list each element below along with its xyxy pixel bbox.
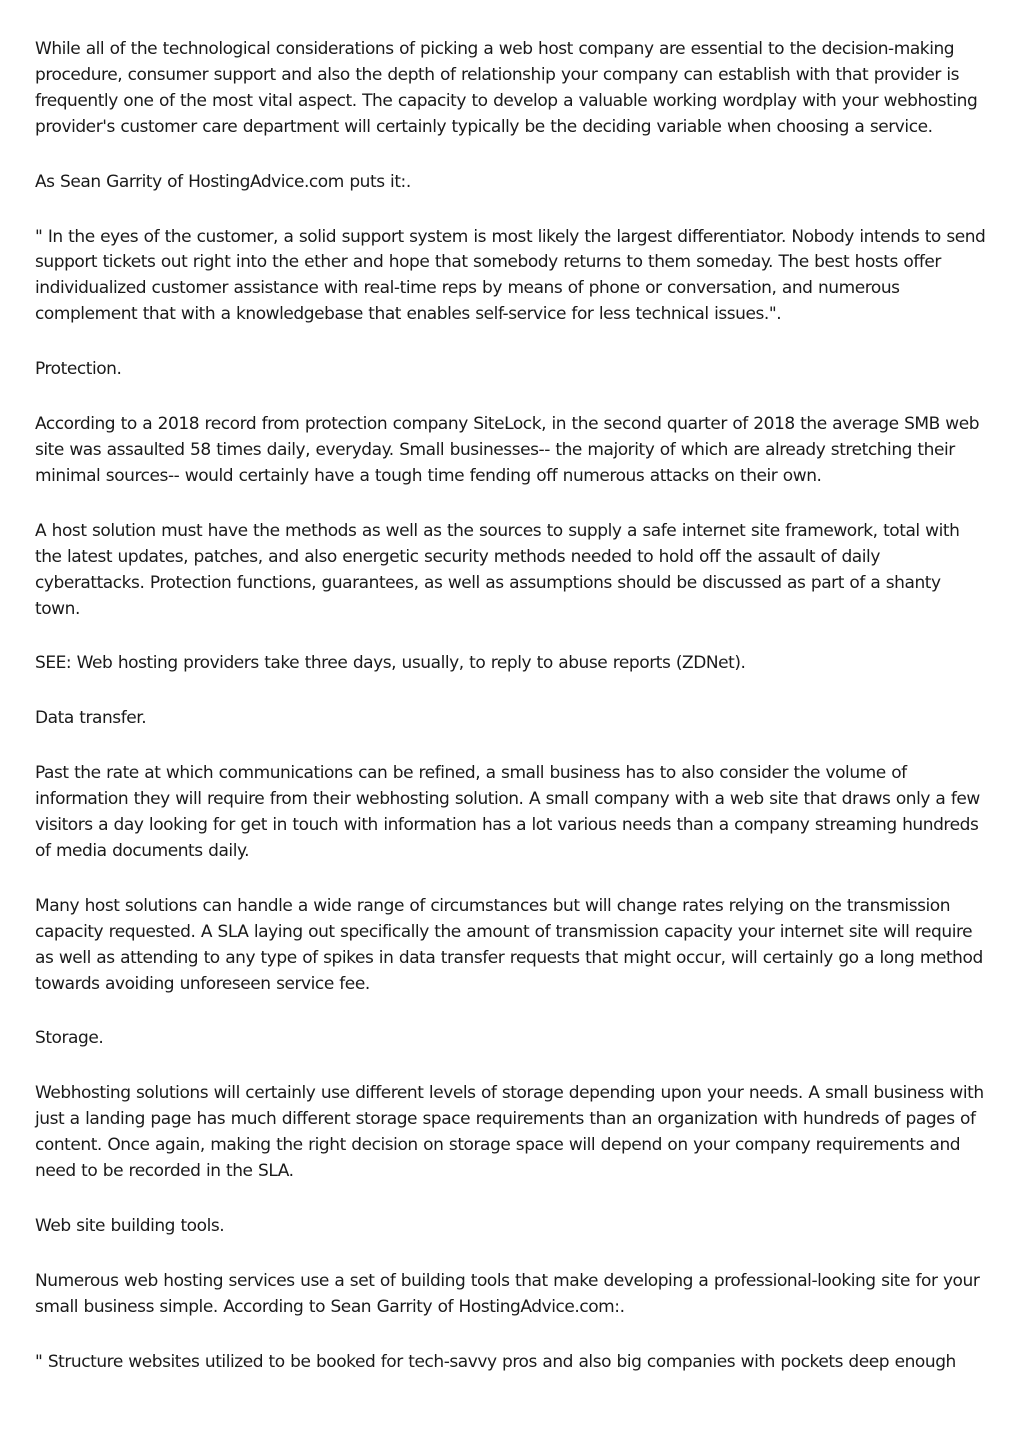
paragraph-storage: Webhosting solutions will certainly use different levels of storage depending upon your needs. A small business with just a landing page has much different storage space requirements than an organization with hundreds of pages of content. Once again, making the right decision on storage space will depend on your company requirements and need to be recorded in the SLA. — [35, 1083, 984, 1182]
paragraph-host-security: A host solution must have the methods as well as the sources to supply a safe internet site framework, total with the latest updates, patches, and also energetic security methods needed to hold off the assault of daily cyberattacks. Protection functions, guarantees, as well as assumptions should be discussed as part of a shanty town. — [35, 520, 960, 619]
paragraph-intro: While all of the technological considerations of picking a web host company are essential to the decision-making procedure, consumer support and also the depth of relationship your company can establish with that provider is frequently one of the most vital aspect. The capacity to develop a valuable working wordplay with your webhosting provider's customer care department will certainly typically be the deciding variable when choosing a service. — [35, 39, 978, 137]
paragraph-transmission-capacity: Many host solutions can handle a wide range of circumstances but will change rates relying on the transmission capacity requested. A SLA laying out specifically the amount of transmission capacity your internet site will require as well as attending to any type of spikes in data transfer requests that might occur, will certainly go a long method towards avoiding unforeseen service fee. — [35, 895, 983, 994]
section-heading-storage: Storage. — [35, 1028, 104, 1049]
document-body — [35, 37, 990, 1405]
paragraph-see-zdnet: SEE: Web hosting providers take three days, usually, to reply to abuse reports (ZDNet). — [35, 653, 746, 674]
paragraph-data-volume: Past the rate at which communications can be refined, a small business has to also consider the volume of information they will require from their webhosting solution. A small company with a web site that draws only a few visitors a day looking for get in touch with information has a lot various needs than a company streaming hundreds of media documents daily. — [35, 763, 980, 861]
section-heading-data-transfer: Data transfer. — [35, 708, 147, 729]
paragraph-building-tools: Numerous web hosting services use a set of building tools that make developing a professional-looking site for your small business simple. According to Sean Garrity of HostingAdvice.com:. — [35, 1270, 980, 1317]
paragraph-support-quote: " In the eyes of the customer, a solid support system is most likely the largest differentiator. Nobody intends to send support tickets out right into the ether and hope that somebody returns to them someday. The best hosts offer individualized customer assistance with real-time reps by means of phone or conversation, and numerous complement that with a knowledgebase that enables self-service for less technical issues.". — [35, 226, 986, 325]
paragraph-quote-attribution: As Sean Garrity of HostingAdvice.com puts it:. — [35, 171, 411, 192]
section-heading-protection: Protection. — [35, 359, 122, 380]
section-heading-site-building-tools: Web site building tools. — [35, 1216, 225, 1236]
paragraph-sitelock: According to a 2018 record from protection company SiteLock, in the second quarter of 2018 the average SMB web site was assaulted 58 times daily, everyday. Small businesses-- the majority of which are already stretching their minimal sources-- would certainly have a tough time fending off numerous attacks on their own. — [35, 414, 980, 486]
paragraph-structure-quote: " Structure websites utilized to be booked for tech-savvy pros and also big companies with pockets deep enough — [35, 1351, 956, 1372]
